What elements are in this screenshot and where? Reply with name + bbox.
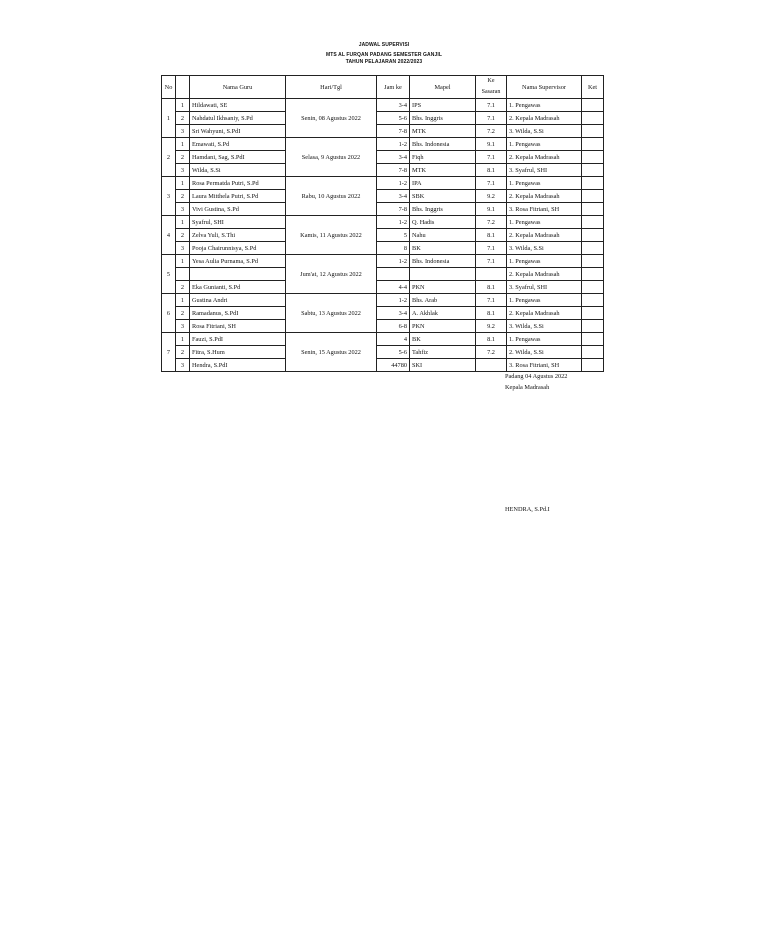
period-cell: 1-2	[377, 177, 410, 190]
day-date-cell: Rabu, 10 Agustus 2022	[286, 177, 377, 216]
row-index-cell: 3	[176, 164, 190, 177]
row-index-cell: 2	[176, 151, 190, 164]
subject-cell: BK	[410, 242, 476, 255]
note-cell	[582, 320, 604, 333]
target-class-cell: 9.1	[476, 203, 507, 216]
teacher-name-cell: Eka Gunianti, S.Pd	[190, 281, 286, 294]
period-cell: 7-8	[377, 125, 410, 138]
note-cell	[582, 190, 604, 203]
table-row	[162, 307, 604, 320]
subject-cell: Nahu	[410, 229, 476, 242]
group-number-cell: 7	[162, 333, 176, 372]
period-cell: 5-6	[377, 112, 410, 125]
table-row	[162, 190, 604, 203]
col-header-nama-guru: Nama Guru	[190, 76, 286, 99]
supervisor-cell: 2. Kepala Madrasah	[507, 112, 582, 125]
col-header-ke-sasaran	[476, 76, 507, 99]
table-row	[162, 294, 604, 307]
supervisor-cell: 2. Kepala Madrasah	[507, 151, 582, 164]
supervisor-cell: 1. Pengawas	[507, 333, 582, 346]
day-date-cell: Jum'at, 12 Agustus 2022	[286, 255, 377, 294]
period-cell: 3-4	[377, 307, 410, 320]
teacher-name-cell: Wilda, S.Si	[190, 164, 286, 177]
subject-cell: MTK	[410, 164, 476, 177]
row-index-cell: 2	[176, 190, 190, 203]
target-class-cell: 7.1	[476, 177, 507, 190]
row-index-cell	[176, 268, 190, 281]
teacher-name-cell: Hamdani, Sag, S.PdI	[190, 151, 286, 164]
row-index-cell: 2	[176, 307, 190, 320]
table-row	[162, 281, 604, 294]
target-class-cell: 8.1	[476, 164, 507, 177]
period-cell: 3-4	[377, 190, 410, 203]
subject-cell: PKN	[410, 320, 476, 333]
table-row	[162, 125, 604, 138]
subject-cell	[410, 268, 476, 281]
note-cell	[582, 255, 604, 268]
table-row	[162, 320, 604, 333]
note-cell	[582, 112, 604, 125]
teacher-name-cell: Syafrul, SHI	[190, 216, 286, 229]
schedule-body	[162, 99, 604, 372]
target-class-cell: 7.2	[476, 346, 507, 359]
table-row	[162, 333, 604, 346]
target-class-cell: 7.1	[476, 99, 507, 112]
target-class-cell: 7.1	[476, 112, 507, 125]
subject-cell: SKI	[410, 359, 476, 372]
day-date-cell: Selasa, 9 Agustus 2022	[286, 138, 377, 177]
day-date-cell: Senin, 08 Agustus 2022	[286, 99, 377, 138]
teacher-name-cell: Pooja Chairunnisya, S.Pd	[190, 242, 286, 255]
supervisor-cell: 2. Kepala Madrasah	[507, 190, 582, 203]
row-index-cell: 2	[176, 112, 190, 125]
subject-cell: MTK	[410, 125, 476, 138]
table-row	[162, 216, 604, 229]
signature-name: HENDRA, S.Pd.I	[505, 506, 550, 513]
col-header-ke: Ke	[487, 78, 495, 84]
doc-title: JADWAL SUPERVISI	[358, 42, 410, 48]
row-index-cell: 1	[176, 255, 190, 268]
subject-cell: Fiqh	[410, 151, 476, 164]
period-cell: 5	[377, 229, 410, 242]
col-header-no: No	[162, 76, 176, 99]
supervisor-cell: 2. Wilda, S.Si	[507, 346, 582, 359]
note-cell	[582, 333, 604, 346]
target-class-cell: 8.1	[476, 307, 507, 320]
supervisor-cell: 3. Wilda, S.Si	[507, 320, 582, 333]
teacher-name-cell: Sri Wahyuni, S.PdI	[190, 125, 286, 138]
subject-cell: IPS	[410, 99, 476, 112]
target-class-cell: 7.2	[476, 125, 507, 138]
teacher-name-cell: Hildawati, SE	[190, 99, 286, 112]
col-header-sasaran: Sasaran	[481, 89, 501, 95]
note-cell	[582, 125, 604, 138]
table-row	[162, 203, 604, 216]
supervisor-cell: 3. Rosa Fitriani, SH	[507, 203, 582, 216]
note-cell	[582, 268, 604, 281]
period-cell: 44780	[377, 359, 410, 372]
period-cell: 6-8	[377, 320, 410, 333]
subject-cell: Bhs. Inggris	[410, 112, 476, 125]
period-cell: 4-4	[377, 281, 410, 294]
note-cell	[582, 307, 604, 320]
subject-cell: IPA	[410, 177, 476, 190]
table-row	[162, 151, 604, 164]
note-cell	[582, 294, 604, 307]
day-date-cell: Sabtu, 13 Agustus 2022	[286, 294, 377, 333]
note-cell	[582, 216, 604, 229]
col-header-jam: Jam ke	[377, 76, 410, 99]
note-cell	[582, 203, 604, 216]
teacher-name-cell: Laura Mitthela Putri, S.Pd	[190, 190, 286, 203]
target-class-cell: 9.2	[476, 190, 507, 203]
supervisor-cell: 3. Wilda, S.Si	[507, 125, 582, 138]
teacher-name-cell: Yesa Aulia Purnama, S.Pd	[190, 255, 286, 268]
col-header-ket: Ket	[582, 76, 604, 99]
day-date-cell: Kamis, 11 Agustus 2022	[286, 216, 377, 255]
note-cell	[582, 177, 604, 190]
subject-cell: Bhs. Indonesia	[410, 255, 476, 268]
table-row	[162, 346, 604, 359]
teacher-name-cell: Ramadanus, S.PdI	[190, 307, 286, 320]
target-class-cell: 9.1	[476, 138, 507, 151]
subject-cell: A. Akhlak	[410, 307, 476, 320]
period-cell: 5-6	[377, 346, 410, 359]
signature-place-date: Padang 04 Agustus 2022	[505, 373, 568, 380]
period-cell: 4	[377, 333, 410, 346]
note-cell	[582, 281, 604, 294]
subject-cell: SBK	[410, 190, 476, 203]
row-index-cell: 3	[176, 359, 190, 372]
teacher-name-cell: Emawati, S.Pd	[190, 138, 286, 151]
group-number-cell: 3	[162, 177, 176, 216]
group-number-cell: 6	[162, 294, 176, 333]
day-date-cell: Senin, 15 Agustus 2022	[286, 333, 377, 372]
period-cell: 3-4	[377, 151, 410, 164]
table-row	[162, 255, 604, 268]
row-index-cell: 2	[176, 229, 190, 242]
row-index-cell: 2	[176, 346, 190, 359]
col-header-supervisor: Nama Supervisor	[507, 76, 582, 99]
period-cell	[377, 268, 410, 281]
subject-cell: Q. Hadis	[410, 216, 476, 229]
col-header-hari: Hari/Tgl	[286, 76, 377, 99]
col-header-sub	[176, 76, 190, 99]
col-header-mapel: Mapel	[410, 76, 476, 99]
teacher-name-cell	[190, 268, 286, 281]
doc-subtitle-year: TAHUN PELAJARAN 2022/2023	[345, 59, 423, 65]
group-number-cell: 5	[162, 255, 176, 294]
table-row	[162, 112, 604, 125]
group-number-cell: 2	[162, 138, 176, 177]
target-class-cell: 7.2	[476, 216, 507, 229]
row-index-cell: 3	[176, 203, 190, 216]
target-class-cell: 8.1	[476, 333, 507, 346]
note-cell	[582, 151, 604, 164]
note-cell	[582, 242, 604, 255]
note-cell	[582, 164, 604, 177]
teacher-name-cell: Gustina Andri	[190, 294, 286, 307]
table-row	[162, 229, 604, 242]
table-header-row	[162, 76, 604, 99]
period-cell: 1-2	[377, 294, 410, 307]
target-class-cell: 7.1	[476, 294, 507, 307]
subject-cell: BK	[410, 333, 476, 346]
teacher-name-cell: Nahdatul Ikhsaniy, S.Pd	[190, 112, 286, 125]
group-number-cell: 4	[162, 216, 176, 255]
table-row	[162, 242, 604, 255]
row-index-cell: 1	[176, 138, 190, 151]
table-row	[162, 177, 604, 190]
period-cell: 3-4	[377, 99, 410, 112]
note-cell	[582, 229, 604, 242]
target-class-cell: 7.1	[476, 255, 507, 268]
teacher-name-cell: Zelva Yuli, S.Thi	[190, 229, 286, 242]
target-class-cell	[476, 359, 507, 372]
subject-cell: Bhs. Inggris	[410, 203, 476, 216]
supervisor-cell: 2. Kepala Madrasah	[507, 307, 582, 320]
period-cell: 1-2	[377, 255, 410, 268]
target-class-cell: 8.1	[476, 229, 507, 242]
supervisor-cell: 2. Kepala Madrasah	[507, 229, 582, 242]
row-index-cell: 1	[176, 177, 190, 190]
row-index-cell: 1	[176, 99, 190, 112]
supervisor-cell: 3. Rosa Fitriani, SH	[507, 359, 582, 372]
doc-subtitle-school: MTS AL FURQAN PADANG SEMESTER GANJIL	[325, 52, 442, 58]
group-number-cell: 1	[162, 99, 176, 138]
teacher-name-cell: Fauzi, S.PdI	[190, 333, 286, 346]
target-class-cell: 9.2	[476, 320, 507, 333]
teacher-name-cell: Vivi Gustina, S.Pd	[190, 203, 286, 216]
teacher-name-cell: Rosa Fitriani, SH	[190, 320, 286, 333]
row-index-cell: 1	[176, 216, 190, 229]
subject-cell: Bhs. Arab	[410, 294, 476, 307]
table-row	[162, 138, 604, 151]
schedule-table	[161, 75, 604, 372]
target-class-cell: 8.1	[476, 281, 507, 294]
table-row	[162, 268, 604, 281]
teacher-name-cell: Fitra, S.Hum	[190, 346, 286, 359]
period-cell: 8	[377, 242, 410, 255]
table-row	[162, 164, 604, 177]
supervisor-cell: 3. Wilda, S.Si	[507, 242, 582, 255]
supervisor-cell: 1. Pengawas	[507, 255, 582, 268]
supervisor-cell: 1. Pengawas	[507, 216, 582, 229]
period-cell: 1-2	[377, 138, 410, 151]
subject-cell: PKN	[410, 281, 476, 294]
subject-cell: Tahfiz	[410, 346, 476, 359]
subject-cell: Bhs. Indonesia	[410, 138, 476, 151]
row-index-cell: 3	[176, 320, 190, 333]
supervisor-cell: 3. Syafrul, SHI	[507, 164, 582, 177]
period-cell: 7-8	[377, 164, 410, 177]
supervisor-cell: 1. Pengawas	[507, 138, 582, 151]
supervisor-cell: 1. Pengawas	[507, 294, 582, 307]
supervisor-cell: 3. Syafrul, SHI	[507, 281, 582, 294]
table-row	[162, 99, 604, 112]
note-cell	[582, 99, 604, 112]
period-cell: 1-2	[377, 216, 410, 229]
teacher-name-cell: Rosa Permatda Putri, S.Pd	[190, 177, 286, 190]
row-index-cell: 3	[176, 125, 190, 138]
note-cell	[582, 359, 604, 372]
row-index-cell: 1	[176, 294, 190, 307]
note-cell	[582, 138, 604, 151]
period-cell: 7-8	[377, 203, 410, 216]
supervisor-cell: 2. Kepala Madrasah	[507, 268, 582, 281]
supervisor-cell: 1. Pengawas	[507, 99, 582, 112]
supervisor-cell: 1. Pengawas	[507, 177, 582, 190]
table-row	[162, 359, 604, 372]
teacher-name-cell: Hendra, S.PdI	[190, 359, 286, 372]
target-class-cell: 7.1	[476, 242, 507, 255]
row-index-cell: 1	[176, 333, 190, 346]
signature-role: Kepala Madrasah	[505, 384, 550, 391]
target-class-cell: 7.1	[476, 151, 507, 164]
note-cell	[582, 346, 604, 359]
target-class-cell	[476, 268, 507, 281]
row-index-cell: 3	[176, 242, 190, 255]
row-index-cell: 2	[176, 281, 190, 294]
